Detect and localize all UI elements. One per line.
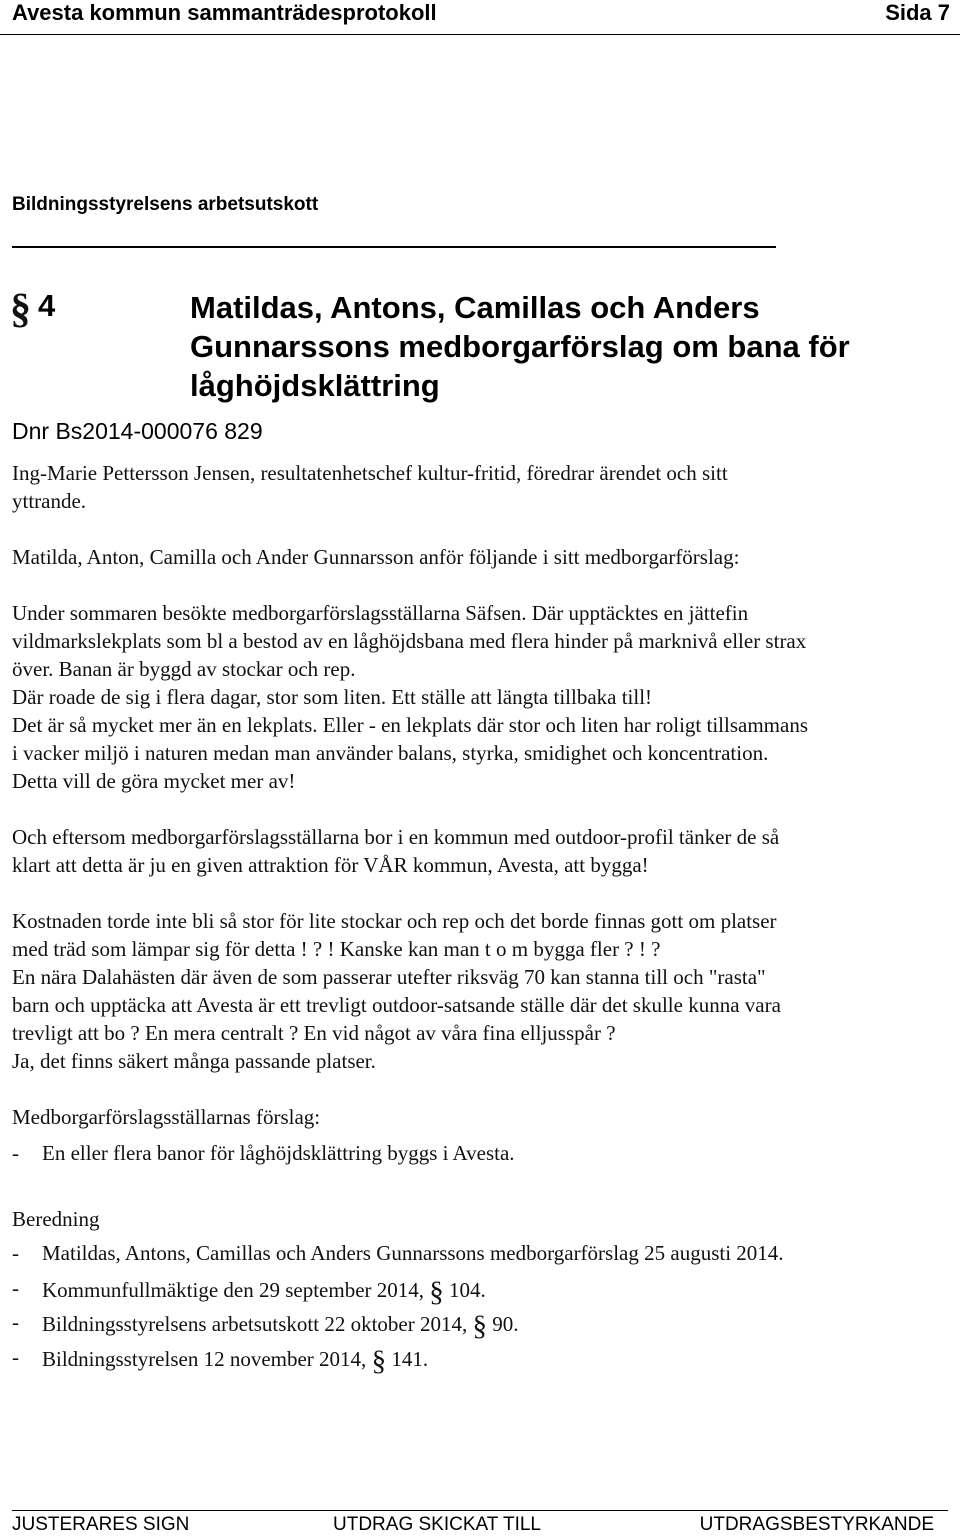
paragraph-sign: § <box>429 1276 444 1308</box>
paragraph-3-line: trevligt att bo ? En mera centralt ? En vid något av våra fina elljusspår ? <box>12 1021 616 1045</box>
preparation-item <box>42 1343 429 1377</box>
committee-rule <box>12 246 776 248</box>
proposal-item: En eller flera banor för låghöjdsklättring byggs i Avesta. <box>42 1141 515 1165</box>
paragraph-3-line: En nära Dalahästen där även de som passerar utefter riksväg 70 kan stanna till och "rasta" <box>12 965 766 989</box>
paragraph-3-line: Ja, det finns säkert många passande platser. <box>12 1049 376 1073</box>
preparation-item-text: Kommunfullmäktige den 29 september 2014, <box>42 1278 425 1302</box>
preparation-item <box>42 1308 519 1342</box>
paragraph-1-line: Där roade de sig i flera dagar, stor som liten. Ett ställe att längta tillbaka till! <box>12 685 653 709</box>
proposal-intro: Matilda, Anton, Camilla och Ander Gunnarsson anför följande i sitt medborgarförslag: <box>12 545 740 569</box>
paragraph-1-line: vildmarkslekplats som bl a bestod av en låghöjdsbana med flera hinder på marknivå eller strax <box>12 629 807 653</box>
paragraph-sign: § <box>472 1310 487 1342</box>
paragraph-sign: § <box>10 286 31 332</box>
footer-certification-label: UTDRAGSBESTYRKANDE <box>699 1514 934 1535</box>
list-dash: - <box>12 1310 19 1334</box>
case-number: Dnr Bs2014-000076 829 <box>12 418 263 444</box>
proposal-heading: Medborgarförslagsställarnas förslag: <box>12 1105 321 1129</box>
page-number: Sida 7 <box>885 0 950 25</box>
paragraph-ref: 141. <box>391 1347 429 1371</box>
paragraph-1-line: Det är så mycket mer än en lekplats. Eller - en lekplats där stor och liten har roligt tillsammans <box>12 713 809 737</box>
preparation-item-text: Bildningsstyrelsens arbetsutskott 22 oktober 2014, <box>42 1312 468 1336</box>
paragraph-2-line: klart att detta är ju en given attraktion för VÅR kommun, Avesta, att bygga! <box>12 853 649 877</box>
section-title: Matildas, Antons, Camillas och Anders Gunnarssons medborgarförslag om bana för låghöjdsklättring <box>190 290 850 403</box>
paragraph-1-line: i vacker miljö i naturen medan man använder balans, styrka, smidighet och koncentration. <box>12 741 769 765</box>
footer-copy-sent-label: UTDRAG SKICKAT TILL <box>333 1514 541 1535</box>
list-dash: - <box>12 1345 19 1369</box>
preparation-heading: Beredning <box>12 1207 100 1231</box>
paragraph-3-line: barn och upptäcka att Avesta är ett trevligt outdoor-satsande ställe där det skulle kunna vara <box>12 993 781 1017</box>
preparation-item: Matildas, Antons, Camillas och Anders Gunnarssons medborgarförslag 25 augusti 2014. <box>42 1241 784 1265</box>
preparation-item <box>42 1274 486 1308</box>
section-number: 4 <box>38 288 56 323</box>
paragraph-3-line: Kostnaden torde inte bli så stor för lite stockar och rep och det borde finnas gott om platser <box>12 909 777 933</box>
header-rule <box>0 34 960 35</box>
paragraph-1-line: Under sommaren besökte medborgarförslagsställarna Säfsen. Där upptäcktes en jättefin <box>12 601 749 625</box>
header-title: Avesta kommun sammanträdesprotokoll <box>12 0 437 25</box>
paragraph-ref: 90. <box>492 1312 519 1336</box>
list-dash: - <box>12 1241 19 1265</box>
intro-line-2: yttrande. <box>12 489 87 513</box>
list-dash: - <box>12 1276 19 1300</box>
paragraph-2-line: Och eftersom medborgarförslagsställarna bor i en kommun med outdoor-profil tänker de så <box>12 825 780 849</box>
paragraph-ref: 104. <box>449 1278 486 1302</box>
preparation-item-text: Bildningsstyrelsen 12 november 2014, <box>42 1347 367 1371</box>
footer-signature-label: JUSTERARES SIGN <box>12 1514 190 1535</box>
intro-line-1: Ing-Marie Pettersson Jensen, resultatenhetschef kultur-fritid, föredrar ärendet och sitt <box>12 461 728 485</box>
committee-title: Bildningsstyrelsens arbetsutskott <box>12 194 319 215</box>
paragraph-1-line: över. Banan är byggd av stockar och rep. <box>12 657 356 681</box>
paragraph-3-line: med träd som lämpar sig för detta ! ? ! Kanske kan man t o m bygga fler ? ! ? <box>12 937 661 961</box>
paragraph-sign: § <box>371 1345 387 1377</box>
paragraph-1-line: Detta vill de göra mycket mer av! <box>12 769 296 793</box>
footer-rule <box>12 1510 948 1511</box>
list-dash: - <box>12 1141 19 1165</box>
